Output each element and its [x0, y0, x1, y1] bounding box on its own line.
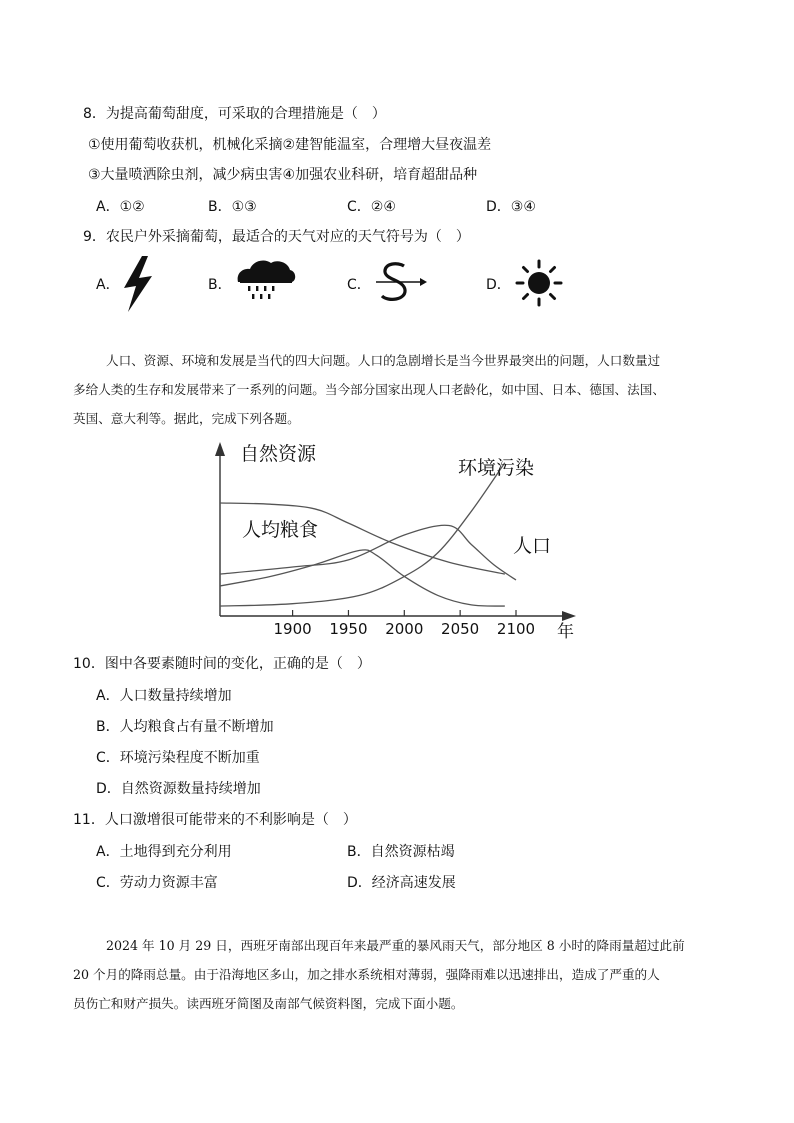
- passage-1-line-2: 多给人类的生存和发展带来了一系列的问题。当今部分国家出现人口老龄化，如中国、日本、德国、法国、: [73, 382, 665, 397]
- q11-option-d[interactable]: D．经济高速发展: [347, 875, 456, 891]
- series-label-natural-resources: 自然资源: [240, 443, 317, 465]
- q8-statement-line-1: ①使用葡萄收获机，机械化采摘②建智能温室，合理增大昼夜温差: [88, 137, 492, 153]
- q9-stem: 9．农民户外采摘葡萄，最适合的天气对应的天气符号为（ ）: [83, 229, 470, 245]
- q8-option-d[interactable]: D．③④: [486, 199, 536, 215]
- q9-option-a[interactable]: A．: [96, 277, 120, 293]
- series-label-grain-per-capita: 人均粮食: [242, 519, 319, 541]
- wind-s-icon: [374, 260, 428, 304]
- series-line-grain-per-capita: [220, 550, 505, 606]
- x-axis-arrow: [562, 611, 576, 621]
- passage-2-line-2: 20 个月的降雨总量。由于沿海地区多山，加之排水系统相对薄弱，强降雨难以迅速排出，造成了严重的人: [73, 967, 660, 982]
- q8-statement-line-2: ③大量喷洒除虫剂，减少病虫害④加强农业科研，培育超甜品种: [88, 167, 478, 183]
- passage-2-line-1: 2024 年 10 月 29 日，西班牙南部出现百年来最严重的暴风雨天气，部分地区 8 小时的降雨量超过此前: [106, 938, 685, 953]
- x-tick-label: 2100: [496, 620, 536, 638]
- x-axis-unit-label: 年: [557, 622, 574, 642]
- q11-option-b[interactable]: B．自然资源枯竭: [347, 844, 455, 860]
- x-tick-label: 1950: [329, 620, 368, 638]
- series-label-pollution: 环境污染: [458, 457, 535, 479]
- q11-option-a[interactable]: A．土地得到充分利用: [96, 844, 232, 860]
- q8-option-c[interactable]: C．②④: [347, 199, 396, 215]
- q8-stem: 8．为提高葡萄甜度，可采取的合理措施是（ ）: [83, 106, 386, 122]
- q11-option-c[interactable]: C．劳动力资源丰富: [96, 875, 218, 891]
- q8-option-b[interactable]: B．①③: [208, 199, 257, 215]
- q11-stem: 11．人口激增很可能带来的不利影响是（ ）: [73, 812, 357, 828]
- series-label-population: 人口: [513, 535, 552, 557]
- passage-2-line-3: 员伤亡和财产损失。读西班牙简图及南部气候资料图，完成下面小题。: [73, 996, 464, 1011]
- q10-stem: 10．图中各要素随时间的变化，正确的是（ ）: [73, 656, 371, 672]
- y-axis-arrow: [215, 442, 225, 456]
- population-resources-chart: [200, 436, 590, 646]
- passage-1-line-3: 英国、意大利等。据此，完成下列各题。: [73, 411, 300, 426]
- x-tick-label: 2050: [441, 620, 480, 638]
- x-tick-label: 1900: [273, 620, 312, 638]
- rain-cloud-icon: [234, 258, 296, 304]
- q10-option-b[interactable]: B．人均粮食占有量不断增加: [96, 719, 274, 735]
- q8-option-a[interactable]: A．①②: [96, 199, 145, 215]
- q9-option-c[interactable]: C．: [347, 277, 371, 293]
- x-tick-label: 2000: [385, 620, 424, 638]
- q9-option-b[interactable]: B．: [208, 277, 232, 293]
- q10-option-d[interactable]: D．自然资源数量持续增加: [96, 781, 261, 797]
- sun-icon: [514, 259, 564, 307]
- lightning-icon: [118, 256, 158, 312]
- passage-1-line-1: 人口、资源、环境和发展是当代的四大问题。人口的急剧增长是当今世界最突出的问题，人口数量过: [106, 353, 661, 368]
- q10-option-c[interactable]: C．环境污染程度不断加重: [96, 750, 260, 766]
- q9-option-d[interactable]: D．: [486, 277, 511, 293]
- q10-option-a[interactable]: A．人口数量持续增加: [96, 688, 232, 704]
